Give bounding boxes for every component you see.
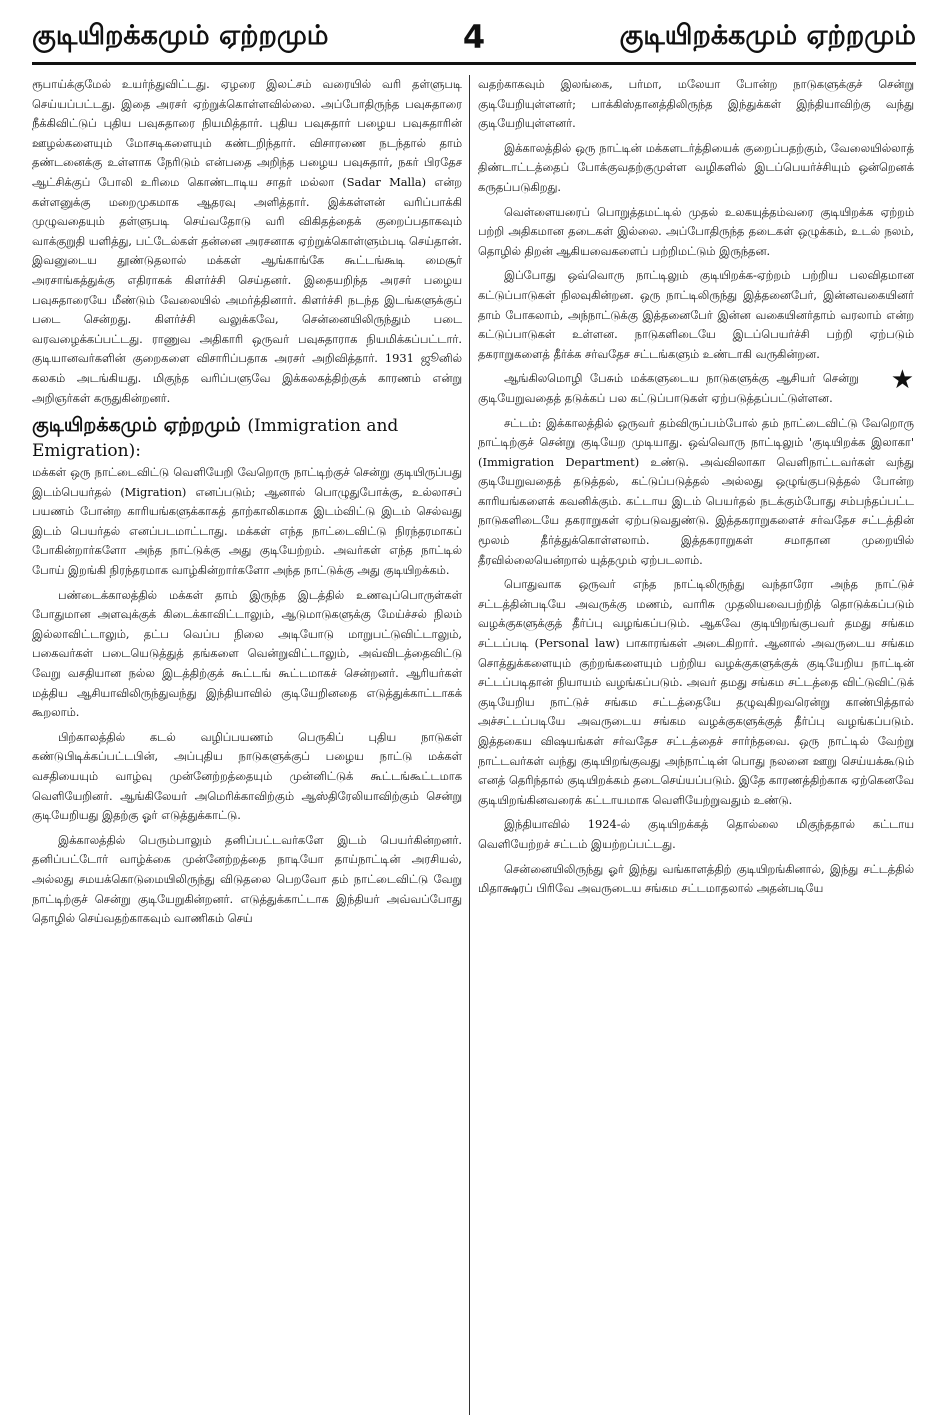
section-heading-english: (Immigration and Emigration):	[32, 416, 399, 462]
paragraph: சட்டம்: இக்காலத்தில் ஒருவர் தம்விருப்பம்போல் தம் நாட்டைவிட்டு வேறொரு நாட்டிற்குச் சென்று குடியேற முடியாது. ஒவ்வொரு நாட்டிலும் 'குடியிறக்க இலாகா' (Immigration Department) உண்டு. அவ்விலாகா வெளிநாட்டவர்கள் வந்து குடியேறுவதைத் தடுத்தல், கட்டுப்படுத்தல் அல்லது ஒழுங்குபடுத்தல் போன்ற காரியங்களைக் கவனிக்கும். கட்டாய இடம் பெயர்தல் நடக்கும்போது சம்பந்தப்பட்ட நாடுகளிடையே தகராறுகள் ஏற்படுவதுண்டு. இத்தகராறுகளைச் சர்வதேச சட்டத்தின் மூலம் தீர்த்துக்கொள்ளலாம். இத்தகராறுகள் சமாதான முறையில் தீரவில்லையென்றால் யுத்தமும் ஏற்படலாம்.	[478, 415, 914, 567]
running-title-left: குடியிறக்கமும் ஏற்றமும்	[32, 20, 329, 51]
page-header	[32, 18, 916, 65]
column-divider	[469, 75, 470, 1415]
paragraph: ரூபாய்க்குமேல் உயர்ந்துவிட்டது. ஏழரை இலட்சம் வரையில் வரி தள்ளுபடி செய்யப்பட்டது. இதை அரசர் ஏற்றுக்கொள்ளவில்லை. அப்போதிருந்த பவுசுதாரை நீக்கிவிட்டுப் புதிய பவுசுதாரை நியமித்தார். புதிய பவுசுதார் பழைய பவுசுதாரின் ஊழல்களையும் மோசடிகளையும் கண்டறிந்தார். விசாரணை நடந்தால் தாம் தண்டனைக்கு உள்ளாக நேரிடும் என்பதை அறிந்த பழைய பவுசுதார், நகர் பிரதேச ஆட்சிக்குப் போலி உரிமை கொண்டாடிய சாதர் மல்லா (Sadar Malla) என்ற கள்ளனுக்கு மறைமுகமாக ஆதரவு அளித்தார். இக்கள்ளன் வரிப்பாக்கி முழுவதையும் தள்ளுபடி செய்வதோடு வரி விகிதத்தைக் குறைப்பதாகவும் வாக்குறுதி யளித்து, பட்டேல்கள் தன்னை அரசனாக ஏற்றுக்கொள்ளும்படி செய்தான். இவனுடைய தூண்டுதலால் மக்கள் ஆங்காங்கே கூட்டங்கூடி மைசூர் அரசாங்கத்துக்கு எதிராகக் கிளர்ச்சி செய்தனர். இதையறிந்த அரசர் பழைய பவுசுதாரையே மீண்டும் வேலையில் அமர்த்தினார். கிளர்ச்சி நடந்த இடங்களுக்குப் படை சென்றது. கிளர்ச்சி வலுக்கவே, சென்னையிலிருந்தும் படை வரவழைக்கப்பட்டது. ராணுவ அதிகாரி ஒருவர் பவுசுதாராக நியமிக்கப்பட்டார். குடியானவர்களின் குறைகளை விசாரிப்பதாக அரசர் அறிவித்தார். 1931 ஜூனில் கலகம் அடங்கியது. மிகுந்த வரிப்பளுவே இக்கலகத்திற்குக் காரணம் என்று அறிஞர்கள் கருதுகின்றனர்.	[32, 77, 462, 405]
running-title-right: குடியிறக்கமும் ஏற்றமும்	[619, 20, 916, 51]
paragraph: வெள்ளையரைப் பொறுத்தமட்டில் முதல் உலகயுத்தம்வரை குடியிறக்க ஏற்றம் பற்றி அதிகமான தடைகள் இல்லை. அப்போதிருந்த தடைகள் ஒழுக்கம், உடல் நலம், தொழில் திறன் ஆகியவைகளைப் பற்றிமட்டும் இருந்தன.	[478, 204, 914, 258]
paragraph: பிற்காலத்தில் கடல் வழிப்பயணம் பெருகிப் புதிய நாடுகள் கண்டுபிடிக்கப்பட்டபின், அப்புதிய நாடுகளுக்குப் பழைய நாட்டு மக்கள் வசதியையும் வாழ்வு முன்னேற்றத்தையும் முன்னிட்டுக் கூட்டங்கூட்டமாக வெளியேறினர். ஆங்கிலேயர் அமெரிக்காவிற்கும் ஆஸ்திரேலியாவிற்கும் சென்று குடியேறியது இதற்கு ஓர் எடுத்துக்காட்டு.	[32, 729, 462, 823]
paragraph: பண்டைக்காலத்தில் மக்கள் தாம் இருந்த இடத்தில் உணவுப்பொருள்கள் போதுமான அளவுக்குக் கிடைக்காவிட்டாலும், ஆடுமாடுகளுக்கு மேய்ச்சல் நிலம் இல்லாவிட்டாலும், தட்ப வெப்ப நிலை அடியோடு மாறுபட்டுவிட்டாலும், பகைவர்கள் படையெடுத்துத் தங்களை வென்றுவிட்டாலும், அவ்விடத்தைவிட்டு வேறு வசதியான நல்ல இடத்திற்குக் கூட்டங் கூட்டமாகச் சென்றனர். ஆரியர்கள் மத்திய ஆசியாவிலிருந்துவந்து இந்தியாவில் குடியேறினதை எடுத்துக்காட்டாகக் கூறலாம்.	[32, 587, 462, 720]
section-heading	[32, 413, 462, 463]
paragraph: வதற்காகவும் இலங்கை, பர்மா, மலேயா போன்ற நாடுகளுக்குச் சென்று குடியேறியுள்ளனர்; பாக்கிஸ்தானத்திலிருந்த இந்துக்கள் இந்தியாவிற்கு வந்து குடியேறியுள்ளனர்.	[478, 77, 914, 131]
paragraph: சென்னையிலிருந்து ஓர் இந்து வங்காளத்திற் குடியிறங்கினால், இந்து சட்டத்தில் மிதாக்ஷரப் பிரிவே அவருடைய சங்கம சட்டமாதலால் அதன்படியே	[478, 861, 914, 896]
left-column	[32, 75, 462, 934]
two-column-body	[32, 75, 916, 1415]
paragraph: மக்கள் ஒரு நாட்டைவிட்டு வெளியேறி வேறொரு நாட்டிற்குச் சென்று குடியிருப்பது இடம்பெயர்தல் (Migration) எனப்படும்; ஆனால் பொழுதுபோக்கு, உல்லாசப் பயணம் போன்ற காரியங்களுக்காகத் தாற்காலிகமாக இடம்விட்டு இடம் செல்வது இடம் பெயர்தல் எனப்படமாட்டாது. மக்கள் எந்த நாட்டைவிட்டு நிரந்தரமாகப் போகின்றார்களோ அந்த நாட்டுக்கு அது குடியேற்றம். அவர்கள் எந்த நாட்டில் போய் இறங்கி நிரந்தரமாக வாழ்கின்றார்களோ அந்த நாட்டுக்கு அது குடியிறக்கம்.	[32, 465, 462, 578]
paragraph: பொதுவாக ஒருவர் எந்த நாட்டிலிருந்து வந்தாரோ அந்த நாட்டுச் சட்டத்தின்படியே அவருக்கு மணம், வாரிசு முதலியவைபற்றித் தொடுக்கப்படும் வழக்குகளுக்குத் தீர்ப்பு வழங்கப்படும். ஆகவே குடியிறங்குபவர் தமது சங்கம சட்டப்படி (Personal law) பாகாரங்கள் அடைகிறார். ஆனால் அவருடைய சங்கம சொத்துக்களையும் குற்றங்களையும் பற்றிய வழக்குகளுக்குக் குடியேறிய நாட்டின் சட்டப்படிதான் நியாயம் வழங்கப்படும். அவர் தமது சங்கம சட்டத்தை விட்டுவிட்டுக் குடியேறிய நாட்டுச் சங்கம சட்டத்தையே தழுவுகிறவரென்று காண்பித்தால் அச்சட்டப்படியே அவருடைய சங்கம வழக்குகளுக்குத் தீர்ப்பு வழங்கப்படும். இத்தகைய விஷயங்கள் சர்வதேச சட்டத்தைச் சார்ந்தவை. ஒரு நாட்டில் வேற்று நாட்டவர்கள் வந்து குடியிறங்குவது அந்நாட்டின் பொது நலனை ஊறு செய்யக்கூடும் எனத் தெரிந்தால் குடியிறக்கம் தடைசெய்யப்படும். இதே காரணத்திற்காக ஏற்கெனவே குடியிறங்கினவரைக் கட்டாயமாக வெளியேற்றுவதும் உண்டு.	[478, 577, 914, 807]
paragraph: இந்தியாவில் 1924-ல் குடியிறக்கத் தொல்லை மிகுந்ததால் கட்டாய வெளியேற்றச் சட்டம் இயற்றப்பட்டது.	[478, 817, 914, 851]
paragraph: இக்காலத்தில் ஒரு நாட்டின் மக்களடர்த்தியைக் குறைப்பதற்கும், வேலையில்லாத் திண்டாட்டத்தைப் போக்குவதற்குமுள்ள வழிகளில் இடப்பெயர்ச்சியும் ஒன்றெனக் கருதப்படுகிறது.	[478, 140, 914, 194]
right-column	[478, 75, 914, 904]
paragraph-text: ஆங்கிலமொழி பேசும் மக்களுடைய நாடுகளுக்கு ஆசியர் சென்று குடியேறுவதைத் தடுக்கப் பல கட்டுப்பாடுகள் ஏற்படுத்தப்பட்டுள்ளன.	[478, 371, 859, 405]
paragraph	[478, 365, 914, 408]
paragraph: இப்போது ஒவ்வொரு நாட்டிலும் குடியிறக்க-ஏற்றம் பற்றிய பலவிதமான கட்டுப்பாடுகள் நிலவுகின்றன. ஒரு நாட்டிலிருந்து இத்தனைபேர், இன்னவகையினர் தாம் போகலாம், அந்நாட்டுக்கு இத்தனைபேர் இன்ன வகையினர்தாம் வரலாம் என்ற கட்டுப்பாடுகள் உள்ளன. நாடுகளிடையே இடப்பெயர்ச்சி பற்றி ஏற்படும் தகராறுகளைத் தீர்க்க சர்வதேச சட்டங்களும் உண்டாகி வருகின்றன.	[478, 268, 914, 361]
star-icon: ★	[890, 365, 914, 396]
paragraph: இக்காலத்தில் பெரும்பாலும் தனிப்பட்டவர்களே இடம் பெயர்கின்றனர். தனிப்பட்டோர் வாழ்க்கை முன்னேற்றத்தை நாடியோ தாய்நாட்டின் அரசியல், அல்லது சமயக்கொடுமையிலிருந்து விடுதலை பெறவோ தம் நாட்டைவிட்டு வேறு நாட்டிற்குச் சென்று குடியேறுகின்றனர். எடுத்துக்காட்டாக இந்தியர் அவ்வப்போது தொழில் செய்வதற்காகவும் வாணிகம் செய்	[32, 832, 462, 926]
section-heading-tamil: குடியிறக்கமும் ஏற்றமும்	[32, 414, 241, 437]
page-number: 4	[462, 18, 486, 56]
